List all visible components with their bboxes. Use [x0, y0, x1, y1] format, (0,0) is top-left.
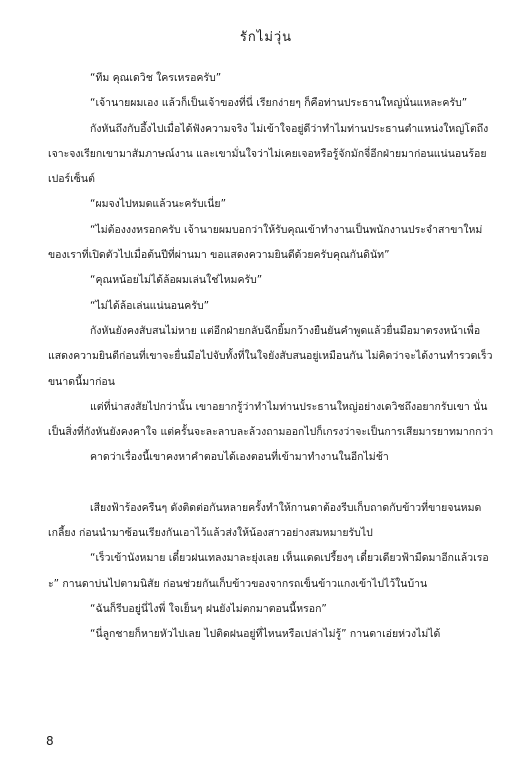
paragraph: “เร็วเข้านังหมาย เดี๋ยวฝนเทลงมาละยุ่งเลย เห็นแดดเปรี้ยงๆ เดี๋ยวเดียวฟ้ามืดมาอีกแล้วเรอะ” กานดาบ่นไปตามนิสัย ก่อนช่วยกันเก็บข้าวของจากรถเข็นข้าวแกงเข้าไปไว้ในบ้าน	[48, 552, 489, 590]
paragraph: “ไม่ต้องงงหรอกครับ เจ้านายผมบอกว่าให้รับคุณเข้าทำงานเป็นพนักงานประจำสาขาใหม่ของเราที่เปิดตัวไปเมื่อต้นปีที่ผ่านมา ขอแสดงความยินดีด้วยครับคุณกันดินัท”	[48, 223, 483, 262]
paragraph: คาดว่าเรื่องนี้เขาคงหาคำตอบได้เองตอนที่เข้ามาทำงานในอีกไม่ช้า	[90, 451, 389, 464]
paragraph: เสียงฟ้าร้องครืนๆ ดังติดต่อกันหลายครั้งทำให้กานดาต้องรีบเก็บถาดกับข้าวที่ขายจนหมดเกลี้ยง ก่อนนำมาซ้อนเรียงกันเอาไว้แล้วส่งให้น้องสาวอย่างสมหมายรับไป	[48, 501, 482, 540]
paragraph: “เจ้านายผมเอง แล้วก็เป็นเจ้าของที่นี่ เรียกง่ายๆ ก็คือท่านประธานใหญ่นั่นแหละครับ”	[90, 97, 468, 110]
page-body	[48, 66, 498, 648]
paragraph: “นี่ลูกชายก็หายหัวไปเลย ไปติดฝนอยู่ที่ไหนหรือเปล่าไม่รู้” กานดาเอ่ยห่วงไม่ได้	[90, 628, 441, 641]
paragraph: กังหันถึงกับอึ้งไปเมื่อได้ฟังความจริง ไม่เข้าใจอยู่ดีว่าทำไมท่านประธานตำแหน่งใหญ่โตถึงเจาะจงเรียกเขามาสัมภาษณ์งาน และเขามั่นใจว่าไม่เคยเจอหรือรู้จักมักจี่อีกฝ่ายมาก่อนแน่นอนร้อยเปอร์เซ็นต์	[48, 122, 489, 186]
paragraph: “ไม่ได้ล้อเล่นแน่นอนครับ”	[90, 299, 210, 312]
paragraph: “ฉันก็รีบอยู่นี่ไงพี่ ใจเย็นๆ ฝนยังไม่ตกมาตอนนี้หรอก”	[90, 602, 327, 615]
page-number: 8	[46, 734, 54, 748]
paragraph: “คุณหน้อยไม่ได้ล้อผมเล่นใช่ไหมครับ”	[90, 274, 263, 287]
paragraph: กังหันยังคงสับสนไม่หาย แต่อีกฝ่ายกลับฉีกยิ้มกว้างยืนยันคำพูดแล้วยื่นมือมาตรงหน้าเพื่อแสดงความยินดีก่อนที่เขาจะยื่นมือไปจับทั้งที่ในใจยังสับสนอยู่เหมือนกัน ไม่คิดว่าจะได้งานทำรวดเร็วขนาดนี้มาก่อน	[48, 324, 493, 388]
paragraph: “ทีม คุณเดวิช ใครเหรอครับ”	[90, 72, 222, 84]
paragraph: แต่ที่น่าสงสัยไปกว่านั้น เขาอยากรู้ว่าทำไมท่านประธานใหญ่อย่างเดวิชถึงอยากรับเขา นั่นเป็นสิ่งที่กังหันยังคงคาใจ แต่ครั้นจะละลาบละล้วงถามออกไปก็เกรงว่าจะเป็นการเสียมารยาทมากกว่า	[48, 400, 494, 439]
scene-break	[48, 471, 498, 496]
paragraph: “ผมจงไปหมดแล้วนะครับเนี่ย”	[90, 198, 227, 211]
running-header: รักไม่วุ่น	[239, 30, 293, 45]
